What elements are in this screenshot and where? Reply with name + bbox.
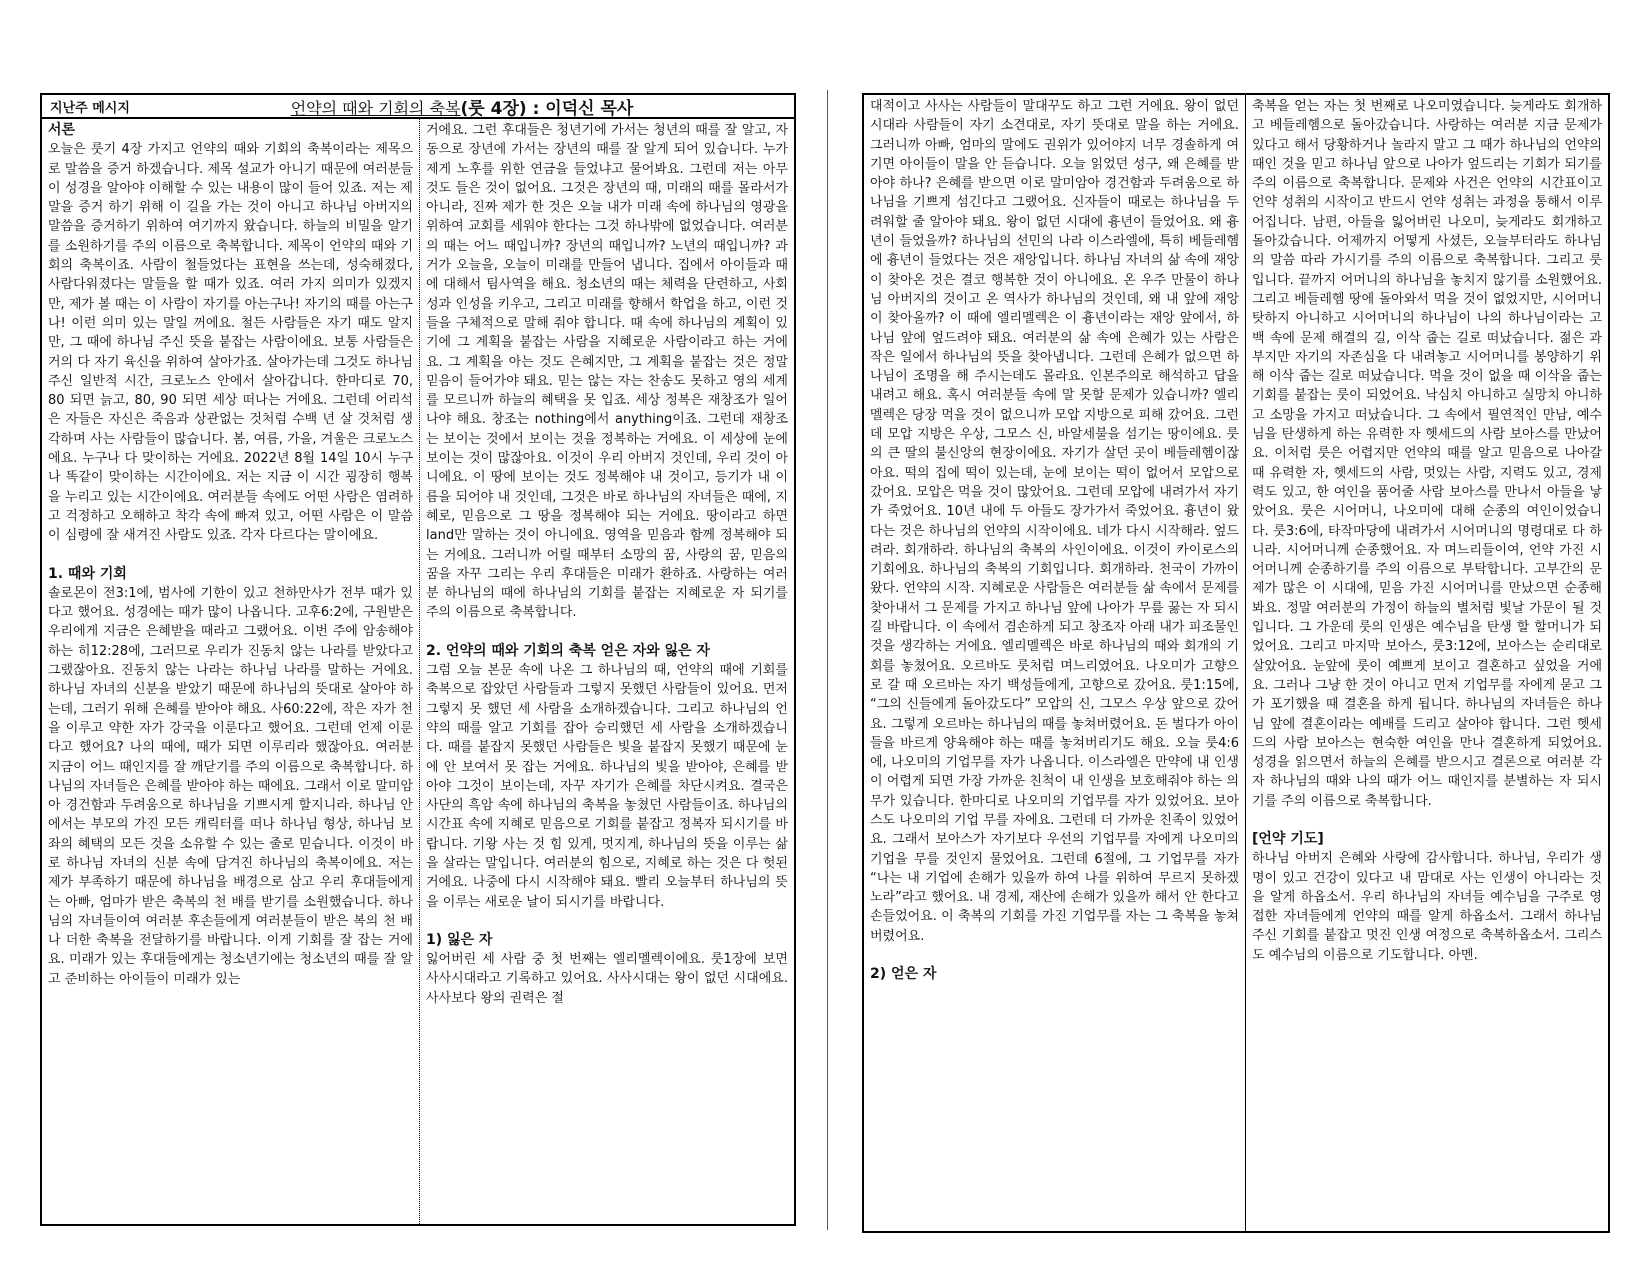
left-page (40, 93, 796, 1226)
sermon-title (250, 94, 794, 119)
intro-text: 오늘은 룻기 4장 가지고 언약의 때와 기회의 축복이라는 제목으로 말씀을 증거 하겠습니다. 제목 설교가 아니기 때문에 여러분들이 성경을 알아야 이해할 수 있는 내용이 많이 들어 있죠. 저는 제 말을 증거 하기 위해 이 길을 가는 것이 아니고 하나님 아버지의 말씀을 증거하기 위하여 여기까지 왔습니다. 하늘의 비밀을 알기를 소원하기를 주의 이름으로 축복합니다. 제목이 언약의 때와 기회의 축복이죠. 사람이 철들었다는 표현을 쓰는데, 성숙해졌다, 사람다워졌다는 말들을 할 때가 있죠. 여러 가지 의미가 있겠지만, 제가 볼 때는 이 사람이 자기를 아는구나! 자기의 때를 아는구나! 이런 의미 있는 말일 꺼에요. 철든 사람들은 자기 때도 알지만, 그 때에 하나님 주신 뜻을 붙잡는 사람이에요. 보통 사람들은 거의 다 자기 육신을 위하여 살아가죠. 살아가는데 그것도 하나님 주신 일반적 시간, 크로노스 안에서 살아갑니다. 한마디로 70, 80 되면 늙고, 80, 90 되면 세상 떠나는 거에요. 그런데 어리석은 자들은 자신은 죽음과 상관없는 것처럼 수백 년 살 것처럼 생각하며 사는 사람들이 많습니다. 봄, 여름, 가을, 겨울은 크로노스에요. 누구나 다 맞이하는 거에요. 2022년 8월 14일 10시 누구나 똑같이 맞이하는 시간이에요. 저는 지금 이 시간 굉장히 행복을 누리고 있는 시간이에요. 여러분들 속에도 어떤 사람은 염려하고 걱정하고 오해하고 착각 속에 빠져 있고, 어떤 사람은 이 말씀이 심령에 잘 새겨진 사람도 있죠. 각자 다르다는 말이에요. (48, 142, 413, 544)
left-column-1 (42, 119, 420, 1224)
intro-heading: 서론 (48, 122, 76, 138)
page-header (40, 93, 796, 119)
section1-text: 솔로몬이 전3:1에, 범사에 기한이 있고 천하만사가 전부 때가 있다고 했어요. 성경에는 때가 많이 나옵니다. 고후6:2에, 구원받은 우리에게 지금은 은혜받을 때라고 그랬어요. 이번 주에 암송해야 하는 히12:28에, 그러므로 우리가 진동치 않는 나라를 받았다고 그랬잖아요. 진동치 않는 나라는 하나님 나라를 말하는 거에요. 하나님 자녀의 신분을 받았기 때문에 하나님의 뜻대로 살아야 하는데, 그러기 위해 은혜를 받아야 해요. 사60:22에, 작은 자가 천을 이루고 약한 자가 강국을 이룬다고 했어요. 그런데 언제 이룬다고 했어요? 나의 때에, 때가 되면 이루리라 했잖아요. 여러분 지금이 어느 때인지를 잘 깨닫기를 주의 이름으로 축복합니다. 하나님의 자녀들은 은혜를 받아야 하는 때에요. 그래서 이로 말미암아 경건함과 두려움으로 하나님을 기쁘시게 할지니라. 하나님 안에서는 부모의 가진 모든 캐릭터를 떠나 하나님 형상, 하나님 보좌의 혜택의 모든 것을 소유할 수 있는 줄로 믿습니다. 이것이 바로 하나님 자녀의 신분 속에 담겨진 하나님의 축복이에요. 저는 제가 부족하기 때문에 하나님을 배경으로 삼고 우리 후대들에게는 아빠, 엄마가 받은 축복의 천 배를 받기를 소원했습니다. 하나님의 자녀들이여 여러분 후손들에게 여러분들이 받은 복의 천 배나 더한 축복을 전달하기를 바랍니다. 이게 기회를 잘 잡는 거에요. 미래가 있는 후대들에게는 청소년기에는 청소년의 때를 잘 알고 준비하는 아이들이 미래가 있는 (48, 585, 413, 987)
sermon-title-main: 언약의 때와 기회의 축복 (290, 98, 461, 118)
right-column-2 (1246, 95, 1608, 1231)
right-page (862, 93, 1610, 1233)
section2-heading: 2. 언약의 때와 기회의 축복 얻은 자와 잃은 자 (426, 642, 710, 659)
prayer-heading: [언약 기도] (1252, 830, 1324, 847)
sub1-continued-text: 대적이고 사사는 사람들이 말대꾸도 하고 그런 거에요. 왕이 없던 시대라 사람들이 자기 소견대로, 자기 뜻대로 말을 하는 거에요. 그러니까 아빠, 엄마의 말에도 권위가 있어야지 너무 경솔하게 여기면 아이들이 말을 안 듣습니다. 오늘 읽었던 성구, 왜 은혜를 받아야 하나? 은혜를 받으면 이로 말미암아 경건함과 두려움으로 하나님을 기쁘게 섬긴다고 그랬어요. 신자들이 때로는 하나님을 두려워할 줄 알아야 돼요. 왕이 없던 시대에 흉년이 들었어요. 왜 흉년이 들었을까? 하나님의 선민의 나라 이스라엘에, 특히 베들레헴에 흉년이 들었다는 것은 재앙입니다. 하나님 자녀의 삶 속에 재앙이 찾아온 것은 결코 행복한 것이 아니에요. 온 우주 만물이 하나님 아버지의 것이고 온 역사가 하나님의 것인데, 왜 내 앞에 재앙이 찾아올까? 이 때에 엘리멜렉은 이 흉년이라는 재앙 앞에서, 하나님 앞에 엎드려야 돼요. 여러분의 삶 속에 은혜가 있는 사람은 작은 일에서 하나님의 뜻을 찾아냅니다. 그런데 은혜가 없으면 하나님이 조명을 해 주시는데도 몰라요. 인본주의로 해석하고 답을 내려고 해요. 혹시 여러분들 속에 말 못할 문제가 있습니까? 엘리멜렉은 당장 먹을 것이 없으니까 모압 지방으로 피해 갔어요. 그런데 모압 지방은 우상, 그모스 신, 바알세불을 섬기는 땅이에요. 룻의 큰 딸의 불신앙의 현장이에요. 자기가 살던 곳이 베들레헴이잖아요. 떡의 집에 떡이 있는데, 눈에 보이는 떡이 없어서 모압으로 갔어요. 모압은 먹을 것이 많았어요. 그런데 모압에 내려가서 자기가 죽었어요. 10년 내에 두 아들도 장가가서 죽었어요. 흉년이 왔다는 것은 하나님의 언약의 시작이에요. 네가 다시 시작해라. 엎드려라. 회개하라. 하나님의 축복의 사인이에요. 이것이 카이로스의 기회에요. 하나님의 축복의 기회입니다. 회개하라. 천국이 가까이 왔다. 언약의 시작. 지혜로운 사람들은 여러분들 삶 속에서 문제를 찾아내서 그 문제를 가지고 하나님 앞에 나아가 무릎 꿇는 자 되시길 바랍니다. 이 속에서 겸손하게 되고 창조자 아래 내가 피조물인 것을 생각하는 거에요. 엘리멜렉은 바로 하나님의 때와 회개의 기회를 놓쳤어요. 오르바도 룻처럼 며느리였어요. 나오미가 고향으로 갈 때 오르바는 자기 백성들에게, 고향으로 갔어요. 룻1:15에, “그의 신들에게 돌아갔도다” 모압의 신, 그모스 우상 앞으로 갔어요. 그렇게 오르바는 하나님의 때를 놓쳐버렸어요. 돈 벌다가 아이들을 바르게 양육해야 하는 때를 놓쳐버리기도 해요. 오늘 룻4:6에, 나오미의 기업무를 자가 나옵니다. 이스라엘은 만약에 내 인생이 어렵게 되면 가장 가까운 친척이 내 인생을 보호해줘야 하는 의무가 있습니다. 한마디로 나오미의 기업무를 자가 있었어요. 보아스도 나오미의 기업 무를 자에요. 그런데 더 가까운 친족이 있었어요. 그래서 보아스가 자기보다 우선의 기업무를 자에게 나오미의 기업을 무를 것인지 물었어요. 그런데 6절에, 그 기업무를 자가 “나는 내 기업에 손해가 있을까 하여 나를 위하여 무르지 못하겠노라”라고 했어요. 내 경제, 재산에 손해가 있을까 해서 안 한다고 손들었어요. 이 축복의 기회를 가진 기업무를 자는 그 축복을 놓쳐버렸어요. (870, 99, 1239, 944)
section1-heading: 1. 때와 기회 (48, 565, 127, 582)
section2-text: 그럼 오늘 본문 속에 나온 그 하나님의 때, 언약의 때에 기회를 축복으로 잡았던 사람들과 그렇지 못했던 사람들이 있어요. 먼저 그렇지 못 했던 세 사람을 소개하겠습니다. 그리고 하나님의 언약의 때를 알고 기회를 잡아 승리했던 세 사람을 소개하겠습니다. 때를 붙잡지 못했던 사람들은 빛을 붙잡지 못했기 때문에 눈에 안 보여서 못 잡는 거에요. 하나님의 빛을 받아야, 은혜를 받아야 그것이 보이는데, 자꾸 자기가 은혜를 차단시켜요. 결국은 사단의 흑암 속에 하나님의 축복을 놓쳤던 사람들이죠. 하나님의 시간표 속에 지혜로 믿음으로 기회를 붙잡고 정복자 되시기를 바랍니다. 기왕 사는 것 힘 있게, 멋지게, 하나님의 뜻을 이루는 삶을 살라는 말입니다. 여러분의 힘으로, 지혜로 하는 것은 다 헛된 거에요. 나중에 다시 시작해야 돼요. 빨리 오늘부터 하나님의 뜻을 이루는 새로운 날이 되시기를 바랍니다. (426, 663, 788, 910)
sermon-title-reference: (룻 4장) : 이덕신 목사 (460, 98, 634, 119)
right-column-1 (864, 95, 1246, 1231)
sub1-text: 잃어버린 세 사람 중 첫 번째는 엘리멜렉이에요. 룻1장에 보면 사사시대라고 기록하고 있어요. 사사시대는 왕이 없던 시대에요. 사사보다 왕의 권력은 절 (426, 952, 788, 1006)
header-label: 지난주 메시지 (50, 100, 130, 116)
sub2-heading: 2) 얻은 자 (870, 966, 937, 983)
left-column-2 (420, 119, 794, 1224)
section1-continued-text: 거에요. 그런 후대들은 청년기에 가서는 청년의 때를 잘 알고, 자동으로 장년에 가서는 장년의 때를 잘 알게 되어 있습니다. 누가 제게 노후를 위한 연금을 들었냐고 물어봐요. 그런데 저는 아무것도 들은 것이 없어요. 그것은 장년의 때, 미래의 때를 몰라서가 아니라, 진짜 제가 한 것은 오늘 내가 미래 속에 하나님의 영광을 위하여 교회를 세워야 한다는 그것 하나밖에 없었습니다. 여러분의 때는 어느 때입니까? 장년의 때입니까? 노년의 때입니까? 과거가 오늘을, 오늘이 미래를 만들어 냅니다. 집에서 아이들과 때에 대해서 팀사역을 해요. 청소년의 때는 체력을 단련하고, 사회성과 인성을 키우고, 그리고 미래를 향해서 학업을 하고, 이런 것들을 구체적으로 말해 줘야 합니다. 때 속에 하나님의 계획이 있기에 그 계획을 붙잡는 사람을 지혜로운 사람이라고 하는 거에요. 그 계획을 아는 것도 은혜지만, 그 계획을 붙잡는 것은 정말 믿음이 들어가야 돼요. 믿는 않는 자는 찬송도 못하고 영의 세계를 모르니까 하늘의 혜택을 못 입죠. 세상 정복은 재창조가 일어나야 해요. 창조는 nothing에서 anything이죠. 그런데 재창조는 보이는 것에서 보이는 것을 정복하는 거에요. 이 세상에 눈에 보이는 것이 많잖아요. 이것이 우리 아버지 것인데, 우리 것이 아니에요. 이 땅에 보이는 것도 정복해야 내 것이고, 등기가 내 이름을 되어야 내 것인데, 그것은 바로 하나님의 자녀들은 때에, 지혜로, 믿음으로 그 땅을 정복해야 되는 거에요. 땅이라고 하면 land만 말하는 것이 아니에요. 영역을 믿음과 함께 정복해야 되는 거에요. 그러니까 어릴 때부터 소망의 꿈, 사랑의 꿈, 믿음의 꿈을 자꾸 그리는 우리 후대들은 미래가 환하죠. 사랑하는 여러분 하나님의 때에 하나님의 기회를 붙잡는 지혜로운 자 되기를 주의 이름으로 축복합니다. (426, 123, 788, 621)
sub2-text: 축복을 얻는 자는 첫 번째로 나오미였습니다. 늦게라도 회개하고 베들레헴으로 돌아갔습니다. 사랑하는 여러분 지금 문제가 있다고 해서 당황하거나 놀라지 말고 그 때가 하나님의 언약의 때인 것을 믿고 하나님 앞으로 나아가 엎드리는 기회가 되기를 주의 이름으로 축복합니다. 문제와 사건은 언약의 시간표이고 언약 성취의 시작이고 반드시 언약 성취는 과정을 통해서 이루어집니다. 남편, 아들을 잃어버린 나오미, 늦게라도 회개하고 돌아갔습니다. 어제까지 어떻게 사셨든, 오늘부터라도 하나님의 말씀 따라 가시기를 주의 이름으로 축복합니다. 그리고 룻입니다. 끝까지 어머니의 하나님을 놓치지 않기를 소원했어요. 그리고 베들레헴 땅에 돌아와서 먹을 것이 없었지만, 시어머니 탓하지 아니하고 시어머니의 하나님이 나의 하나님이라는 고백 속에 문제 해결의 길, 이삭 줍는 길로 떠났습니다. 젊은 과부지만 자기의 자존심을 다 내려놓고 시어머니를 봉양하기 위해 이삭 줍는 길로 떠났습니다. 먹을 것이 없을 때 이삭을 줍는 기회를 붙잡는 룻이 되었어요. 낙심치 아니하고 실망치 아니하고 소망을 가지고 떠났습니다. 그 속에서 필연적인 만남, 예수님을 탄생하게 하는 유력한 자 헷세드의 사람 보아스를 만났어요. 이처럼 룻은 어렵지만 언약의 때를 알고 믿음으로 나아갈 때 유력한 자, 헷세드의 사람, 멋있는 사람, 지력도 있고, 경제력도 있고, 한 여인을 품어줄 사람 보아스를 만나서 아들을 낳았어요. 룻은 시어머니, 나오미에 대해 순종의 여인이었습니다. 룻3:6에, 타작마당에 내려가서 시어머니의 명령대로 다 하니라. 시어머니께 순종했어요. 자 며느리들이여, 언약 가진 시어머니께 순종하기를 주의 이름으로 부탁합니다. 고부간의 문제가 많은 이 시대에, 믿음 가진 시어머니를 만났으면 순종해 봐요. 정말 여러분의 가정이 하늘의 별처럼 빛날 가문이 될 것입니다. 그 가운데 룻의 인생은 예수님을 탄생 할 할머니가 되었어요. 그리고 마지막 보아스, 룻3:12에, 보아스는 순리대로 살았어요. 눈앞에 룻이 예쁘게 보이고 결혼하고 싶었을 거에요. 그러나 그냥 한 것이 아니고 먼저 기업무를 자에게 묻고 그가 포기했을 때 결혼을 하게 됩니다. 하나님의 자녀들은 하나님 앞에 결혼이라는 예배를 드리고 살아야 합니다. 그런 헷세드의 사람 보아스는 현숙한 여인을 만나 결혼하게 되었어요. 성경을 읽으면서 하늘의 은혜를 받으시고 결론으로 여러분 각자 하나님의 때와 나의 때가 어느 때인지를 분별하는 자 되시기를 주의 이름으로 축복합니다. (1252, 99, 1602, 809)
center-divider (827, 90, 828, 1230)
sub1-heading: 1) 잃은 자 (426, 931, 493, 948)
prayer-text: 하나님 아버지 은혜와 사랑에 감사합니다. 하나님, 우리가 생명이 있고 건강이 있다고 내 맘대로 사는 인생이 아니라는 것을 알게 하옵소서. 우리 하나님의 자녀들 예수님을 구주로 영접한 자녀들에게 언약의 때를 알게 하옵소서. 그래서 하나님 주신 기회를 붙잡고 멋진 인생 여정으로 축복하옵소서. 그리스도 예수님의 이름으로 기도합니다. 아멘. (1252, 851, 1602, 963)
